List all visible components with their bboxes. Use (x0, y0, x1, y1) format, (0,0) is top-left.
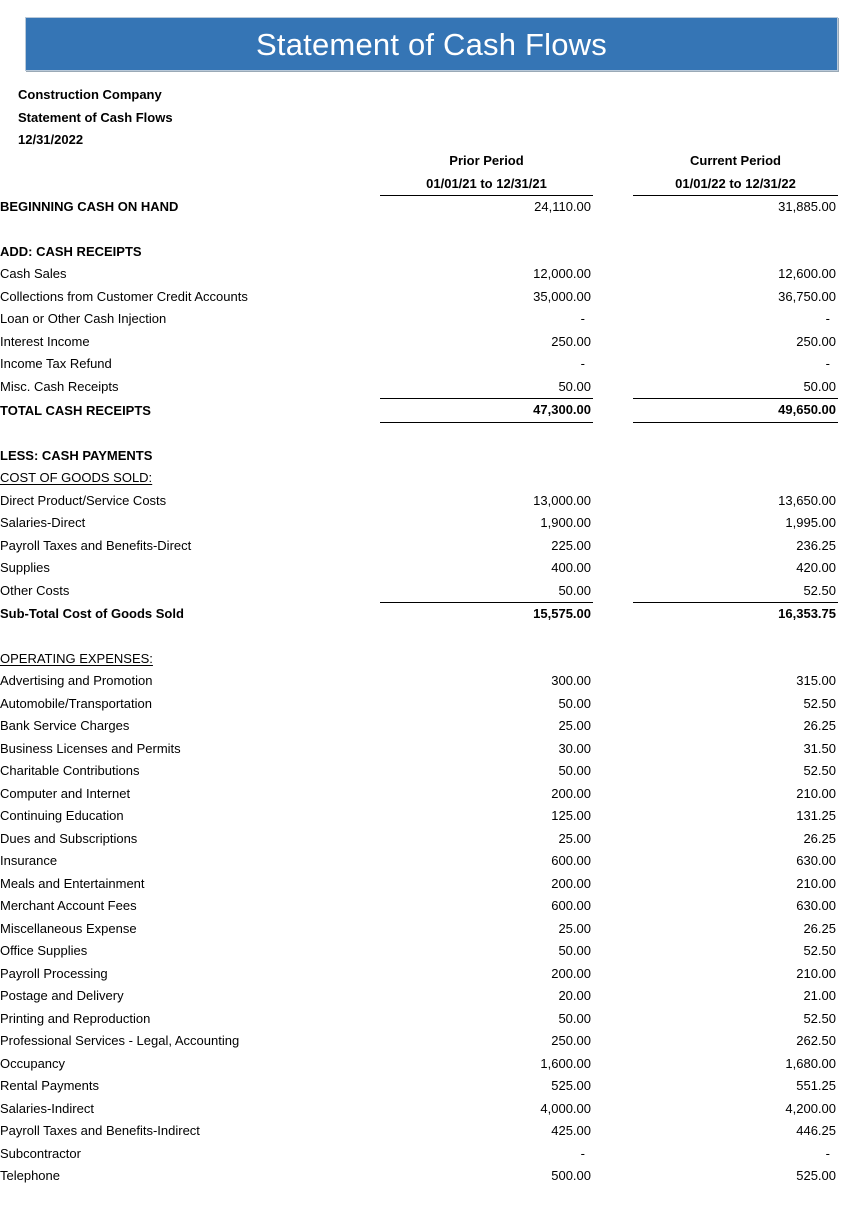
row-value-prior (380, 1143, 593, 1166)
line-item-row (0, 512, 860, 535)
line-item-row (0, 715, 860, 738)
line-item-row (0, 693, 860, 716)
subsection-header-label (0, 467, 380, 490)
row-value-current: 210.00 (796, 965, 836, 981)
row-value-current: 13,650.00 (778, 492, 836, 508)
column-header-row-names (0, 150, 860, 173)
row-value-current: 52.50 (633, 580, 838, 603)
line-item-row (0, 1120, 860, 1143)
row-value-prior: 425.00 (551, 1123, 591, 1138)
line-item-row (0, 895, 860, 918)
row-value-current (633, 1143, 838, 1166)
row-value-current: 131.25 (796, 808, 836, 823)
line-item-row (0, 1053, 860, 1076)
row-beginning-cash (0, 196, 860, 219)
colrange-blank-label (0, 173, 380, 196)
row-value-current: 26.25 (803, 718, 836, 733)
row-value-prior (380, 353, 593, 376)
line-item-row (0, 783, 860, 806)
line-item-row (0, 670, 860, 693)
row-value-prior: 250.00 (551, 1033, 591, 1048)
row-section-cash-receipts (0, 241, 860, 264)
row-value-prior: 125.00 (551, 808, 591, 823)
line-item-row (0, 1075, 860, 1098)
row-label: Payroll Taxes and Benefits-Indirect (0, 1123, 200, 1138)
row-value-prior: 30.00 (558, 740, 591, 756)
row-value-current (633, 353, 838, 376)
row-value-prior: 35,000.00 (533, 288, 591, 304)
row-value-current: 630.00 (796, 898, 836, 913)
row-label: Sub-Total Cost of Goods Sold (0, 606, 184, 621)
row-label: Payroll Processing (0, 965, 108, 981)
zero-dash: - (580, 311, 585, 326)
row-value-prior: 600.00 (551, 898, 591, 913)
row-value-prior: 200.00 (551, 785, 591, 801)
row-value-current: 630.00 (796, 853, 836, 868)
row-label: Income Tax Refund (0, 356, 112, 371)
line-item-row (0, 940, 860, 963)
row-label: Collections from Customer Credit Accounts (0, 288, 248, 304)
row-value-prior: 50.00 (558, 1010, 591, 1026)
row-value-current (633, 308, 838, 331)
row-label: Postage and Delivery (0, 988, 124, 1003)
line-item-row (0, 1008, 860, 1031)
row-label: Miscellaneous Expense (0, 920, 137, 936)
row-label: TOTAL CASH RECEIPTS (0, 402, 151, 418)
line-item-row (0, 1165, 860, 1188)
row-subsection-operating-expenses (0, 648, 860, 671)
row-subsection-cogs (0, 467, 860, 490)
row-value-prior (380, 308, 593, 331)
row-value-prior: 25.00 (558, 830, 591, 846)
row-value-prior: 50.00 (380, 580, 593, 603)
line-item-row (0, 353, 860, 376)
statement-table (0, 150, 860, 1188)
spacer-row (0, 626, 860, 648)
statement-table-wrapper (0, 150, 860, 1188)
row-value-prior: 1,600.00 (540, 1055, 591, 1071)
line-item-row (0, 850, 860, 873)
row-value-prior: 200.00 (551, 965, 591, 981)
line-item-row (0, 1098, 860, 1121)
line-item-row (0, 331, 860, 354)
row-value-prior: 24,110.00 (534, 199, 591, 214)
line-item-row (0, 805, 860, 828)
row-label: Automobile/Transportation (0, 695, 152, 711)
row-label: Charitable Contributions (0, 763, 140, 778)
statement-body (0, 150, 860, 263)
row-value-current: 31,885.00 (778, 199, 836, 214)
row-value-current: 1,680.00 (785, 1055, 836, 1071)
row-value-prior: 600.00 (551, 853, 591, 868)
colhead-prior-name: Prior Period (449, 153, 524, 168)
line-item-row (0, 873, 860, 896)
line-item-row (0, 308, 860, 331)
row-label: Meals and Entertainment (0, 875, 145, 891)
line-item-row (0, 828, 860, 851)
row-value-current: 210.00 (796, 875, 836, 891)
row-value-current: 52.50 (803, 763, 836, 778)
row-value-current: 21.00 (803, 988, 836, 1003)
row-value-current: 236.25 (796, 537, 836, 553)
colhead-pad (838, 150, 860, 173)
row-value-prior: 12,000.00 (533, 266, 591, 281)
row-section-cash-payments (0, 445, 860, 468)
line-item-row (0, 376, 860, 399)
row-value-current: 262.50 (796, 1033, 836, 1048)
row-value-prior: 25.00 (558, 920, 591, 936)
row-value-prior: 20.00 (558, 988, 591, 1003)
row-value-prior: 50.00 (558, 763, 591, 778)
line-item-row (0, 1030, 860, 1053)
row-label: Cash Sales (0, 266, 67, 281)
row-value-current: 210.00 (796, 785, 836, 801)
colrange-gap2 (593, 173, 633, 196)
colhead-gap2 (593, 150, 633, 173)
row-total-cash-receipts (0, 399, 860, 423)
line-item-row (0, 535, 860, 558)
line-item-row (0, 286, 860, 309)
cogs-rows (0, 490, 860, 603)
subsection-header-text: OPERATING EXPENSES: (0, 650, 153, 666)
row-label: Supplies (0, 560, 50, 575)
row-label: Misc. Cash Receipts (0, 379, 119, 394)
column-header-row-ranges (0, 173, 860, 196)
title-banner (25, 17, 838, 71)
line-item-row (0, 918, 860, 941)
line-item-row (0, 1143, 860, 1166)
row-label: Business Licenses and Permits (0, 740, 181, 756)
spacer-row (0, 219, 860, 241)
row-value-current: 446.25 (796, 1123, 836, 1138)
colhead-current-name: Current Period (689, 153, 781, 168)
row-value-prior: 400.00 (551, 560, 591, 575)
row-value-prior: 300.00 (551, 673, 591, 688)
zero-dash: - (825, 1145, 830, 1161)
row-value-prior: 200.00 (551, 875, 591, 891)
row-label: Bank Service Charges (0, 718, 130, 733)
colhead-prior-range: 01/01/21 to 12/31/21 (380, 173, 593, 196)
zero-dash: - (580, 356, 585, 371)
row-value-current: 52.50 (803, 1010, 836, 1026)
row-value-prior: 25.00 (558, 718, 591, 733)
row-value-current: 26.25 (803, 920, 836, 936)
row-label: Telephone (0, 1168, 60, 1183)
row-value-prior: 15,575.00 (380, 603, 593, 626)
line-item-row (0, 738, 860, 761)
row-subtotal-cogs (0, 603, 860, 626)
line-item-row (0, 580, 860, 603)
row-value-current: 26.25 (803, 830, 836, 846)
colrange-pad (838, 173, 860, 196)
line-item-row (0, 490, 860, 513)
line-item-row (0, 760, 860, 783)
row-label: Computer and Internet (0, 785, 131, 801)
row-label: Office Supplies (0, 943, 88, 958)
line-item-row (0, 985, 860, 1008)
statement-date: 12/31/2022 (18, 132, 84, 147)
row-label: Dues and Subscriptions (0, 830, 138, 846)
line-item-row (0, 963, 860, 986)
row-value-prior: 50.00 (380, 376, 593, 399)
row-value-current: 315.00 (796, 673, 836, 688)
statement-name: Statement of Cash Flows (18, 109, 173, 125)
row-value-prior: 525.00 (551, 1078, 591, 1093)
section-header-label: ADD: CASH RECEIPTS (0, 243, 142, 259)
row-label: Interest Income (0, 333, 90, 349)
row-value-current: 250.00 (796, 333, 836, 349)
row-label: BEGINNING CASH ON HAND (0, 199, 179, 214)
row-value-current: 31.50 (803, 740, 836, 756)
colhead-current-range: 01/01/22 to 12/31/22 (633, 173, 838, 196)
row-value-prior: 13,000.00 (533, 492, 591, 508)
row-label: Salaries-Indirect (0, 1100, 94, 1116)
section-header-label: LESS: CASH PAYMENTS (0, 447, 153, 463)
row-value-prior: 4,000.00 (540, 1100, 591, 1116)
row-label: Merchant Account Fees (0, 898, 137, 913)
zero-dash: - (825, 311, 830, 326)
row-label: Other Costs (0, 583, 70, 598)
row-label: Occupancy (0, 1055, 66, 1071)
operating-expense-rows (0, 670, 860, 1188)
row-label: Loan or Other Cash Injection (0, 311, 167, 326)
row-label: Continuing Education (0, 808, 124, 823)
colhead-blank-label (0, 150, 380, 173)
row-label: Direct Product/Service Costs (0, 492, 167, 508)
row-value-current: 49,650.00 (633, 399, 838, 423)
row-value-prior: 50.00 (558, 943, 591, 958)
page-title: Statement of Cash Flows (256, 26, 607, 62)
entity-heading (18, 84, 173, 152)
zero-dash: - (825, 356, 830, 371)
row-label: Professional Services - Legal, Accounting (0, 1033, 240, 1048)
row-value-current: 52.50 (803, 695, 836, 711)
subsection-header-label (0, 648, 380, 671)
row-label: Payroll Taxes and Benefits-Direct (0, 537, 192, 553)
row-value-current: 12,600.00 (778, 266, 836, 281)
row-label: Salaries-Direct (0, 515, 86, 530)
row-value-current: 4,200.00 (785, 1100, 836, 1116)
row-label: Rental Payments (0, 1078, 99, 1093)
line-item-row (0, 557, 860, 580)
row-label: Advertising and Promotion (0, 673, 153, 688)
row-value-prior: 47,300.00 (380, 399, 593, 423)
row-value-prior: 1,900.00 (540, 515, 591, 530)
row-value-current: 52.50 (803, 943, 836, 958)
subsection-header-text: COST OF GOODS SOLD: (0, 470, 153, 485)
row-value-current: 1,995.00 (785, 515, 836, 530)
row-value-current: 16,353.75 (633, 603, 838, 626)
row-value-prior: 250.00 (551, 333, 591, 349)
row-value-current: 420.00 (796, 560, 836, 575)
zero-dash: - (580, 1145, 585, 1161)
line-item-row (0, 263, 860, 286)
entity-name: Construction Company (18, 87, 162, 102)
row-value-prior: 50.00 (558, 695, 591, 711)
row-label: Insurance (0, 853, 58, 868)
row-value-current: 551.25 (796, 1078, 836, 1093)
spacer-row (0, 422, 860, 445)
row-value-prior: 500.00 (551, 1168, 591, 1183)
row-value-prior: 225.00 (551, 537, 591, 553)
cash-receipts-rows (0, 263, 860, 399)
row-value-current: 36,750.00 (778, 288, 836, 304)
row-label: Subcontractor (0, 1145, 81, 1161)
row-value-current: 525.00 (796, 1168, 836, 1183)
row-label: Printing and Reproduction (0, 1010, 151, 1026)
row-value-current: 50.00 (633, 376, 838, 399)
